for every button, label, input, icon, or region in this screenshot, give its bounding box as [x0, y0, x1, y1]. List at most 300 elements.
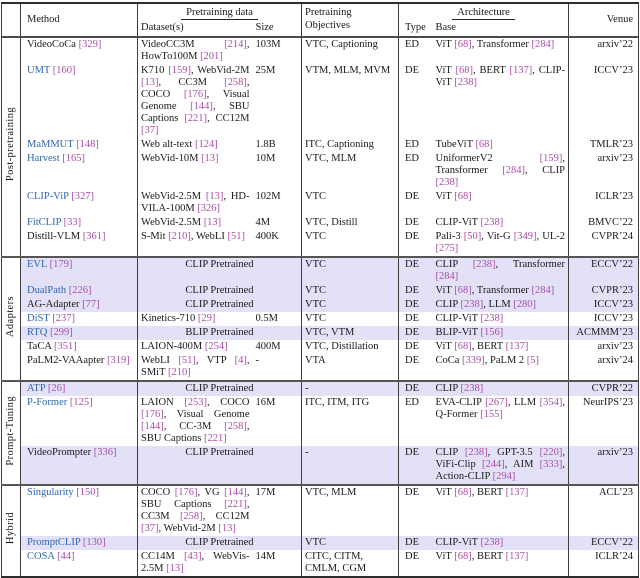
citation-link[interactable]: [144]	[190, 100, 213, 112]
citation-link[interactable]: [238]	[460, 382, 484, 394]
cell-text: VTC	[305, 190, 326, 202]
citation-link[interactable]: [165]	[62, 152, 86, 164]
cell-text: ED	[405, 152, 419, 164]
cell-text: BMVC’22	[588, 216, 634, 228]
datasets-cell	[138, 485, 253, 536]
table-row	[2, 138, 639, 152]
citation-link[interactable]: [13]	[141, 76, 159, 88]
citation-link[interactable]: [254]	[204, 340, 228, 352]
citation-link[interactable]: [238]	[435, 176, 459, 188]
cell-text: VTC, Distill	[305, 216, 358, 228]
citation-link[interactable]: [339]	[462, 354, 485, 366]
method-name-link[interactable]: MaMMUT	[27, 138, 77, 150]
cell-text: CLIP	[435, 298, 461, 310]
citation-link[interactable]: [349]	[513, 230, 537, 242]
pretrained-cell	[138, 381, 302, 396]
cell-text: ED	[405, 38, 419, 50]
citation-link[interactable]: [77]	[82, 298, 100, 310]
citation-link[interactable]: [159]	[168, 64, 191, 76]
section-label-cell	[2, 37, 21, 257]
citation-link[interactable]: [44]	[57, 550, 75, 562]
citation-link[interactable]: [336]	[93, 446, 117, 458]
table-row	[2, 190, 639, 216]
cell-text: , Transformer	[435, 152, 566, 176]
cell-text: EVA-CLIP	[435, 396, 486, 408]
cell-text: VTC, MLM	[305, 152, 357, 164]
citation-link[interactable]: [179]	[49, 258, 73, 270]
table-row	[2, 446, 639, 485]
cell-text: , AIM	[504, 458, 540, 470]
citation-link[interactable]: [333]	[539, 458, 563, 470]
citation-link[interactable]: [150]	[76, 486, 100, 498]
citation-link[interactable]: [33]	[63, 216, 82, 228]
citation-link[interactable]: [137]	[505, 550, 529, 562]
table-header	[2, 3, 639, 37]
size-cell	[253, 230, 302, 257]
cell-text: Web alt-text	[141, 138, 195, 150]
citation-link[interactable]: [29]	[197, 312, 216, 324]
cell-text: CITC, CITM, CMLM, CGM	[305, 550, 367, 574]
citation-link[interactable]: [284]	[502, 164, 525, 176]
method-name-link[interactable]: FitCLIP	[27, 216, 64, 228]
venue-cell	[569, 190, 639, 216]
cell-text: BLIP Pretrained	[185, 326, 254, 338]
cell-text: , HD-VILA-100M	[141, 190, 250, 214]
datasets-cell	[138, 190, 253, 216]
cell-text: ECCV’22	[591, 258, 634, 270]
architecture-group-header	[399, 3, 569, 21]
section-label: Adapters	[5, 295, 16, 338]
method-name-link[interactable]: UMT	[27, 64, 53, 76]
objectives-cell	[302, 298, 399, 312]
venue-cell	[569, 381, 639, 396]
citation-link[interactable]: [156]	[480, 326, 504, 338]
citation-link[interactable]: [159]	[539, 152, 563, 164]
datasets-cell	[138, 396, 253, 446]
cell-text: 0.5M	[255, 312, 278, 324]
cell-text: CLIP-ViT	[435, 216, 481, 228]
citation-link[interactable]: [326]	[197, 202, 221, 214]
method-name-link[interactable]: ATP	[27, 382, 48, 394]
cell-text: VTC, Distillation	[305, 340, 379, 352]
citation-link[interactable]: [26]	[47, 382, 66, 394]
section-label-cell	[2, 381, 21, 485]
type-column-header: Type	[399, 21, 433, 37]
base-cell	[433, 381, 569, 396]
citation-link[interactable]: [244]	[481, 458, 505, 470]
objectives-cell	[302, 37, 399, 64]
cell-text: arxiv’24	[597, 354, 634, 366]
citation-link[interactable]: [13]	[201, 152, 219, 164]
method-name-link[interactable]: EVL	[27, 258, 50, 270]
cell-text: UniformerV2	[435, 152, 540, 164]
cell-text: ECCV’22	[591, 536, 634, 548]
citation-link[interactable]: [144]	[224, 486, 247, 498]
base-cell	[433, 190, 569, 216]
cell-text: VTC	[305, 284, 326, 296]
cell-text: 400K	[255, 230, 279, 242]
base-column-header: Base	[433, 21, 569, 37]
base-cell	[433, 298, 569, 312]
cell-text: DE	[405, 216, 419, 228]
citation-link[interactable]: [201]	[200, 50, 223, 62]
citation-link[interactable]: [68]	[454, 486, 472, 498]
table-row	[2, 257, 639, 284]
header-group-row	[2, 3, 639, 21]
table-row	[2, 230, 639, 257]
cell-text: CC14M	[141, 550, 184, 562]
cell-text: 400M	[255, 340, 281, 352]
citation-link[interactable]: [361]	[82, 230, 106, 242]
method-name-link[interactable]: RTQ	[27, 326, 50, 338]
venue-cell	[569, 396, 639, 446]
cell-text: , ViFi-Clip	[435, 446, 565, 470]
type-cell	[399, 190, 433, 216]
objectives-cell	[302, 550, 399, 577]
type-cell	[399, 257, 433, 284]
citation-link[interactable]: [13]	[218, 522, 236, 534]
cell-text: , HowTo100M	[141, 38, 250, 62]
citation-link[interactable]: [5]	[526, 354, 540, 366]
method-cell	[21, 138, 138, 152]
cell-text: -	[255, 354, 259, 366]
method-cell	[21, 284, 138, 298]
citation-link[interactable]: [13]	[166, 562, 184, 574]
citation-link[interactable]: [68]	[454, 550, 472, 562]
type-cell	[399, 536, 433, 550]
objectives-cell	[302, 230, 399, 257]
citation-link[interactable]: [13]	[203, 216, 222, 228]
type-cell	[399, 446, 433, 485]
cell-text: VTM, MLM, MVM	[305, 64, 391, 76]
cell-text: TMLR’23	[589, 138, 634, 150]
method-cell	[21, 216, 138, 230]
objectives-cell	[302, 354, 399, 381]
objectives-cell	[302, 536, 399, 550]
table-row	[2, 37, 639, 64]
citation-link[interactable]: [238]	[480, 312, 504, 324]
base-cell	[433, 536, 569, 550]
method-name-link[interactable]: Singularity	[27, 486, 77, 498]
citation-link[interactable]: [238]	[472, 258, 496, 270]
citation-link[interactable]: [238]	[480, 216, 504, 228]
citation-link[interactable]: [284]	[531, 284, 555, 296]
venue-cell	[569, 550, 639, 577]
type-cell	[399, 354, 433, 381]
citation-link[interactable]: [280]	[513, 298, 537, 310]
type-cell	[399, 298, 433, 312]
venue-cell	[569, 138, 639, 152]
citation-link[interactable]: [51]	[178, 354, 196, 366]
table-row	[2, 536, 639, 550]
base-cell	[433, 284, 569, 298]
citation-link[interactable]: [176]	[174, 486, 198, 498]
cell-text: NeurIPS’23	[582, 396, 634, 408]
cell-text: 10M	[255, 152, 276, 164]
method-name-link[interactable]: DiST	[27, 312, 53, 324]
cell-text: DE	[405, 312, 419, 324]
citation-link[interactable]: [329]	[78, 38, 102, 50]
cell-text: , WebLI	[190, 230, 228, 242]
cell-text: CLIP Pretrained	[185, 258, 254, 270]
objectives-cell	[302, 485, 399, 536]
citation-link[interactable]: [68]	[454, 190, 472, 202]
size-column-header: Size	[253, 21, 302, 37]
citation-link[interactable]: [351]	[53, 340, 77, 352]
size-cell	[253, 216, 302, 230]
citation-link[interactable]: [284]	[531, 38, 555, 50]
cell-text: , CC12M	[207, 112, 250, 124]
base-cell	[433, 64, 569, 138]
objectives-cell	[302, 396, 399, 446]
cell-text: ViT	[435, 550, 455, 562]
citation-link[interactable]: [210]	[167, 366, 191, 378]
section-label-column-header	[2, 3, 21, 37]
objectives-cell	[302, 190, 399, 216]
table-row	[2, 64, 639, 138]
cell-text: DE	[405, 258, 419, 270]
citation-link[interactable]: [137]	[505, 486, 529, 498]
cell-text: ACMMM’23	[576, 326, 634, 338]
cell-text: , GPT-3.5	[487, 446, 540, 458]
citation-link[interactable]: [284]	[435, 270, 459, 282]
citation-link[interactable]: [319]	[107, 354, 130, 366]
citation-link[interactable]: [144]	[141, 420, 164, 432]
pretraining-data-label: Pretraining data	[181, 6, 258, 20]
cell-text: , Transformer	[495, 258, 566, 270]
citation-link[interactable]: [51]	[227, 230, 245, 242]
cell-text: VTC	[305, 230, 326, 242]
base-cell	[433, 138, 569, 152]
cell-text: , SMiT	[141, 354, 250, 378]
citation-link[interactable]: [43]	[183, 550, 202, 562]
citation-link[interactable]: [221]	[184, 112, 208, 124]
venue-cell	[569, 230, 639, 257]
base-cell	[433, 446, 569, 485]
citation-link[interactable]: [124]	[194, 138, 218, 150]
citation-link[interactable]: [221]	[204, 432, 227, 444]
cell-text: , CC-3M	[163, 420, 225, 432]
cell-text: 1.8B	[255, 138, 276, 150]
section-label: Prompt-Tuning	[5, 395, 16, 466]
cell-text: 25M	[255, 64, 276, 76]
citation-link[interactable]: [238]	[464, 446, 488, 458]
cell-text: VTC, Captioning	[305, 38, 378, 50]
datasets-cell	[138, 216, 253, 230]
datasets-cell	[138, 138, 253, 152]
citation-link[interactable]: [155]	[480, 408, 503, 420]
citation-link[interactable]: [13]	[205, 190, 224, 202]
citation-link[interactable]: [37]	[141, 124, 159, 136]
base-cell	[433, 354, 569, 381]
citation-link[interactable]: [160]	[52, 64, 76, 76]
method-name-link[interactable]: CLIP-ViP	[27, 190, 72, 202]
table-row	[2, 381, 639, 396]
base-cell	[433, 340, 569, 354]
method-name-link[interactable]: COSA	[27, 550, 58, 562]
citation-link[interactable]: [68]	[454, 38, 472, 50]
objectives-cell	[302, 284, 399, 298]
cell-text: WebVid-2.5M	[141, 190, 206, 202]
table-body	[2, 37, 639, 577]
method-cell	[21, 326, 138, 340]
type-cell	[399, 284, 433, 298]
table-row	[2, 216, 639, 230]
type-cell	[399, 396, 433, 446]
citation-link[interactable]: [137]	[509, 64, 533, 76]
citation-link[interactable]: [253]	[184, 396, 208, 408]
cell-text: arxiv’23	[597, 340, 634, 352]
method-cell	[21, 396, 138, 446]
citation-link[interactable]: [210]	[168, 230, 191, 242]
citation-link[interactable]: [327]	[71, 190, 94, 202]
cell-text: , WebVis-2.5M	[141, 550, 250, 574]
venue-cell	[569, 284, 639, 298]
objectives-cell	[302, 326, 399, 340]
cell-text: CLIP Pretrained	[185, 284, 254, 296]
cell-text: VTC	[305, 536, 326, 548]
size-cell	[253, 64, 302, 138]
objectives-column-header: Pretraining Objectives	[302, 3, 399, 37]
table-row	[2, 340, 639, 354]
method-cell	[21, 190, 138, 216]
cell-text: , Transformer	[471, 38, 532, 50]
method-name-link[interactable]: Harvest	[27, 152, 63, 164]
citation-link[interactable]: [258]	[224, 420, 247, 432]
objectives-cell	[302, 138, 399, 152]
citation-link[interactable]: [258]	[179, 510, 203, 522]
cell-text: ICCV’23	[593, 312, 634, 324]
citation-link[interactable]: [68]	[455, 64, 474, 76]
type-cell	[399, 550, 433, 577]
cell-text: , CC3M	[141, 498, 250, 522]
cell-text: S-Mit	[141, 230, 169, 242]
cell-text: DE	[405, 326, 419, 338]
datasets-cell	[138, 64, 253, 138]
cell-text: DE	[405, 446, 419, 458]
cell-text: 4M	[255, 216, 271, 228]
citation-link[interactable]: [238]	[454, 76, 477, 88]
cell-text: , UL-2	[536, 230, 565, 242]
cell-text: 14M	[255, 550, 276, 562]
cell-text: , CLIP-ViT	[435, 64, 566, 88]
pretrained-cell	[138, 446, 302, 485]
citation-link[interactable]: [148]	[76, 138, 99, 150]
citation-link[interactable]: [238]	[480, 536, 504, 548]
cell-text: Kinetics-710	[141, 312, 198, 324]
table-row	[2, 396, 639, 446]
venue-cell	[569, 485, 639, 536]
cell-text: -	[305, 446, 309, 458]
citation-link[interactable]: [299]	[50, 326, 73, 338]
method-cell	[21, 37, 138, 64]
citation-link[interactable]: [258]	[224, 76, 247, 88]
citation-link[interactable]: [68]	[475, 138, 493, 150]
base-cell	[433, 396, 569, 446]
pretrained-cell	[138, 298, 302, 312]
cell-text: , COCO	[207, 396, 250, 408]
cell-text: , SBU Captions	[141, 420, 250, 444]
cell-text: BLIP-ViT	[435, 326, 481, 338]
cell-text: , COCO	[141, 76, 250, 100]
objectives-cell	[302, 312, 399, 326]
citation-link[interactable]: [294]	[492, 470, 516, 482]
cell-text: ICLR’24	[595, 550, 634, 562]
citation-link[interactable]: [221]	[224, 498, 247, 510]
type-cell	[399, 312, 433, 326]
cell-text: DE	[405, 550, 419, 562]
size-cell	[253, 354, 302, 381]
method-name-link[interactable]: PromptCLIP	[27, 536, 83, 548]
method-cell	[21, 257, 138, 284]
method-name-link[interactable]: DualPath	[27, 284, 69, 296]
cell-text: , WebVid-2M	[158, 522, 219, 534]
objectives-cell	[302, 216, 399, 230]
citation-link[interactable]: [214]	[224, 38, 247, 50]
citation-link[interactable]: [226]	[68, 284, 92, 296]
citation-link[interactable]: [68]	[454, 284, 472, 296]
citation-link[interactable]: [4]	[234, 354, 247, 366]
pretrained-cell	[138, 257, 302, 284]
pretrained-cell	[138, 326, 302, 340]
venue-cell	[569, 298, 639, 312]
venue-cell	[569, 354, 639, 381]
cell-text: 102M	[255, 190, 281, 202]
type-cell	[399, 230, 433, 257]
cell-text: , Transformer	[471, 284, 532, 296]
citation-link[interactable]: [176]	[141, 408, 164, 420]
venue-cell	[569, 326, 639, 340]
cell-text: DE	[405, 298, 419, 310]
method-column-header: Method	[21, 3, 138, 37]
cell-text: , Q-Former	[435, 396, 566, 420]
datasets-cell	[138, 37, 253, 64]
citation-link[interactable]: [354]	[539, 396, 563, 408]
cell-text: CLIP Pretrained	[185, 382, 254, 394]
citation-link[interactable]: [37]	[141, 522, 159, 534]
venue-cell	[569, 446, 639, 485]
cell-text: CLIP	[435, 446, 465, 458]
citation-link[interactable]: [125]	[69, 396, 93, 408]
cell-text: CLIP-ViT	[435, 536, 481, 548]
cell-text: CLIP Pretrained	[185, 298, 254, 310]
size-cell	[253, 37, 302, 64]
table-row	[2, 152, 639, 190]
citation-link[interactable]: [267]	[485, 396, 508, 408]
citation-link[interactable]: [130]	[82, 536, 106, 548]
citation-link[interactable]: [50]	[463, 230, 482, 242]
method-cell	[21, 536, 138, 550]
citation-link[interactable]: [275]	[435, 242, 459, 254]
cell-text: ACL’23	[598, 486, 634, 498]
cell-text: LAION-400M	[141, 340, 205, 352]
cell-text: CVPR’22	[591, 382, 634, 394]
base-cell	[433, 312, 569, 326]
objectives-cell	[302, 257, 399, 284]
citation-link[interactable]: [176]	[183, 88, 207, 100]
citation-link[interactable]: [237]	[52, 312, 75, 324]
citation-link[interactable]: [220]	[539, 446, 563, 458]
table-row	[2, 485, 639, 536]
method-name-link[interactable]: P-Former	[27, 396, 70, 408]
citation-link[interactable]: [68]	[454, 340, 472, 352]
cell-text: , Action-CLIP	[435, 458, 566, 482]
cell-text: , SBU Captions	[141, 100, 250, 124]
cell-text: WebLI	[141, 354, 179, 366]
citation-link[interactable]: [238]	[460, 298, 484, 310]
citation-link[interactable]: [137]	[505, 340, 529, 352]
cell-text: CVPR’24	[591, 230, 634, 242]
